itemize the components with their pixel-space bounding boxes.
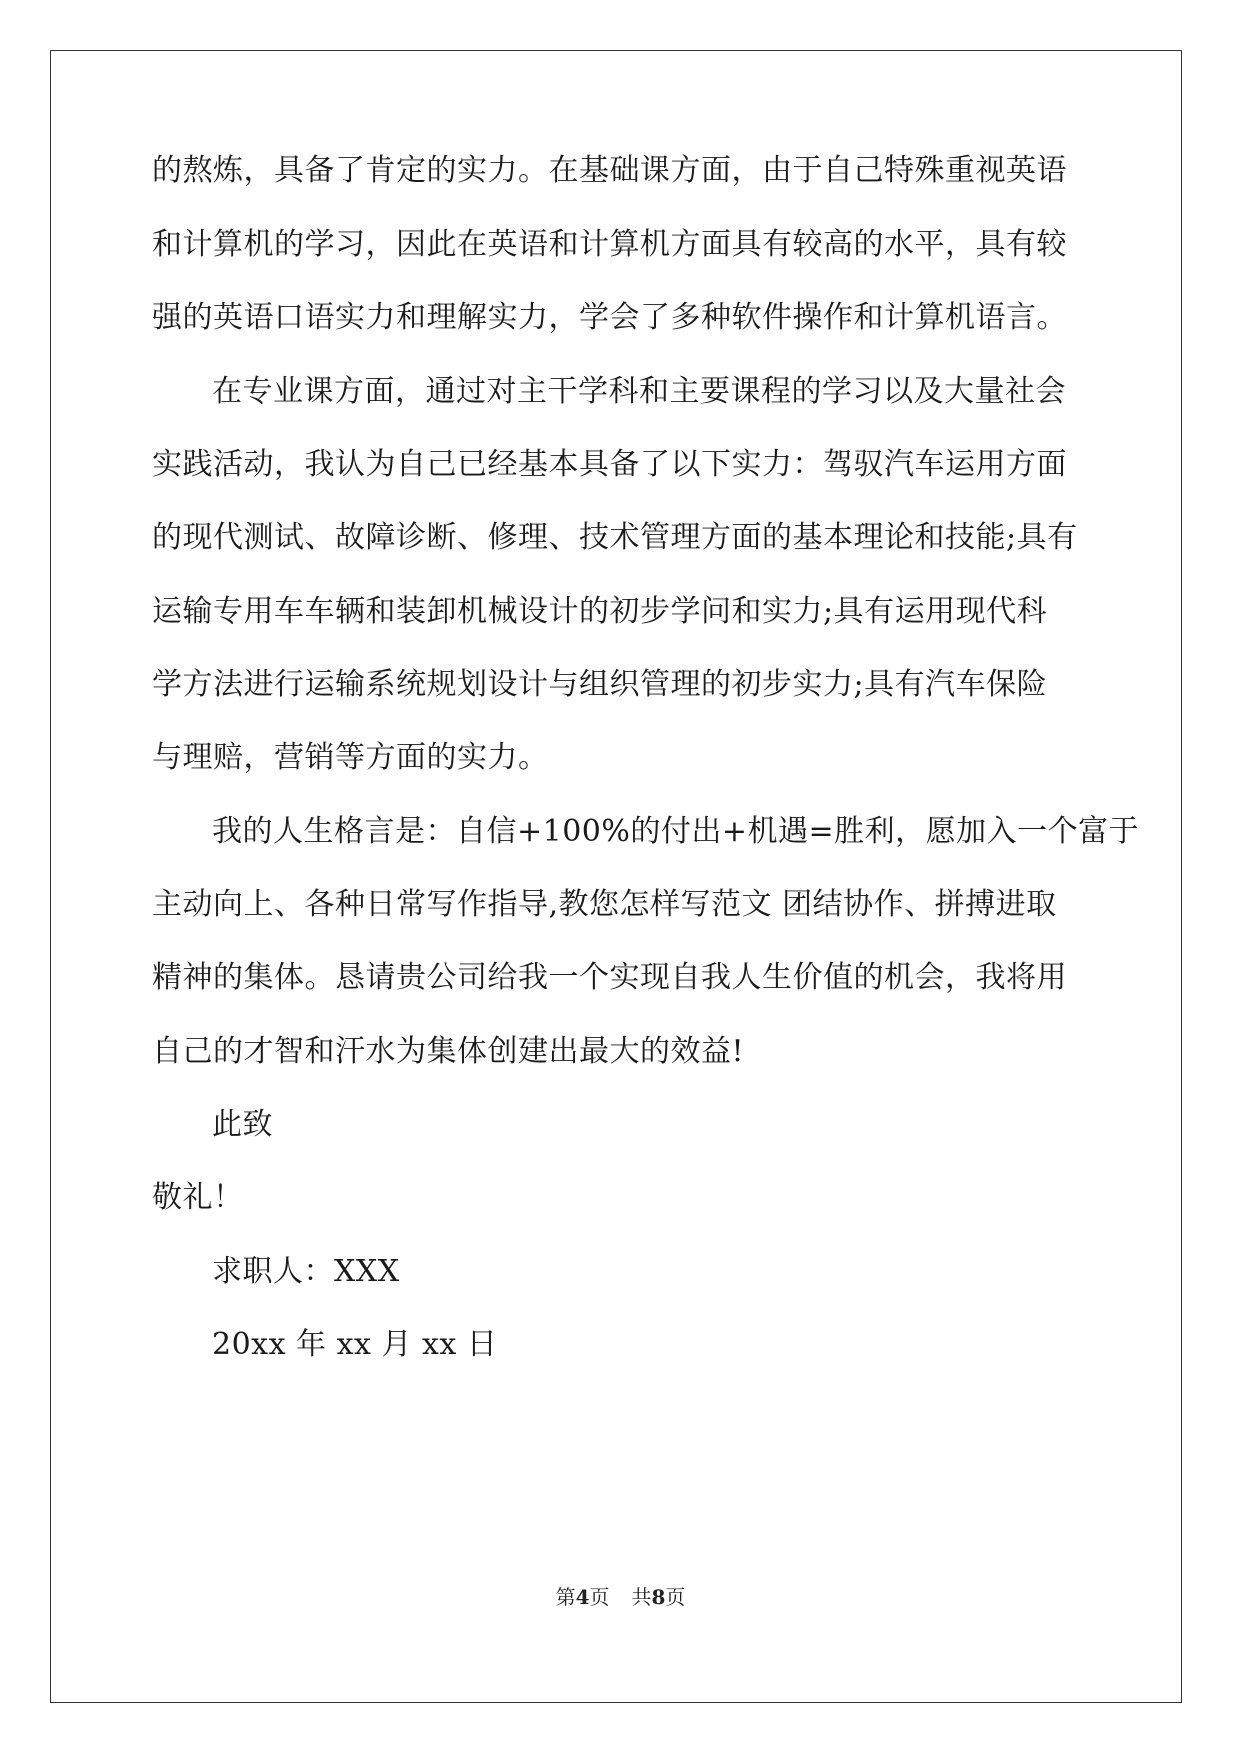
body-line: 的熬炼，具备了肯定的实力。在基础课方面，由于自己特殊重视英语 (152, 153, 1067, 188)
body-line: 学方法进行运输系统规划设计与组织管理的初步实力;具有汽车保险 (152, 667, 1048, 702)
body-line: 运输专用车车辆和装卸机械设计的初步学问和实力;具有运用现代科 (152, 594, 1048, 629)
signature-applicant: 求职人：XXX (212, 1254, 400, 1289)
closing-salutation: 此致 (212, 1107, 273, 1142)
body-line: 和计算机的学习，因此在英语和计算机方面具有较高的水平，具有较 (152, 227, 1067, 262)
page-current: 4 (575, 1585, 590, 1609)
body-line: 自己的才智和汗水为集体创建出最大的效益! (152, 1034, 745, 1069)
page-footer (0, 1585, 1241, 1609)
body-line: 实践活动，我认为自己已经基本具备了以下实力：驾驭汽车运用方面 (152, 447, 1067, 482)
signature-date: 20xx 年 xx 月 xx 日 (212, 1327, 498, 1362)
body-line: 主动向上、各种日常写作指导,教您怎样写范文 团结协作、拼搏进取 (152, 887, 1057, 922)
page-prefix: 第 (555, 1585, 576, 1609)
page-total: 8 (651, 1585, 666, 1609)
body-line: 我的人生格言是：自信+100%的付出+机遇=胜利，愿加入一个富于 (212, 814, 1140, 849)
total-suffix: 页 (665, 1585, 686, 1609)
body-line: 在专业课方面，通过对主干学科和主要课程的学习以及大量社会 (212, 374, 1066, 409)
body-line: 的现代测试、故障诊断、修理、技术管理方面的基本理论和技能;具有 (152, 520, 1078, 555)
body-line: 与理赔，营销等方面的实力。 (152, 740, 549, 775)
closing-regards: 敬礼！ (152, 1180, 244, 1215)
body-line: 强的英语口语实力和理解实力，学会了多种软件操作和计算机语言。 (152, 300, 1067, 335)
total-prefix: 共 (631, 1585, 652, 1609)
page-mid: 页 (589, 1585, 610, 1609)
body-line: 精神的集体。恳请贵公司给我一个实现自我人生价值的机会，我将用 (152, 960, 1067, 995)
